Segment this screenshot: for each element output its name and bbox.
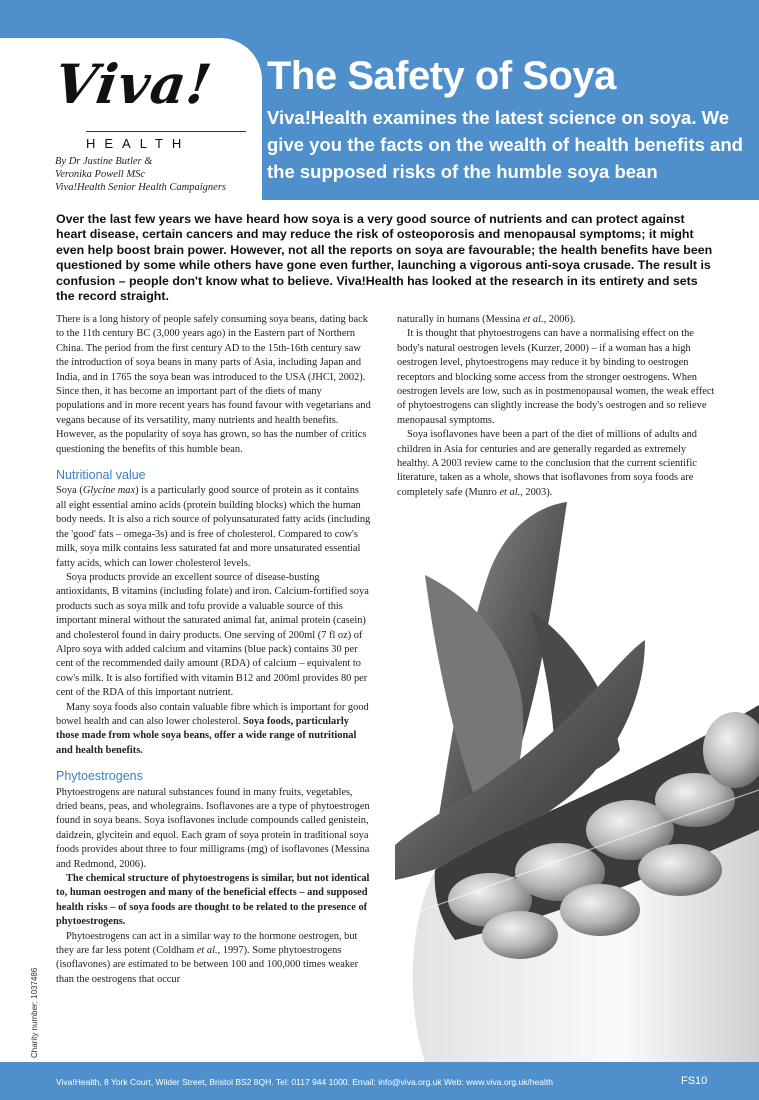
text-run: Many soya foods also contain valuable fibre which is important for good bowel health and can also lower cholesterol. [56, 701, 369, 727]
text-run: , 2003). [520, 486, 553, 498]
phyto-paragraph-3 [56, 930, 371, 988]
et-al: et al. [522, 314, 544, 325]
right-paragraph-3 [397, 428, 715, 500]
right-paragraph-1 [397, 313, 715, 327]
byline-line-3: Viva!Health Senior Health Campaigners [55, 182, 226, 193]
bean-shape [482, 911, 558, 959]
soya-beans-photo [395, 500, 759, 1062]
page-title: The Safety of Soya [267, 54, 616, 98]
logo-health-text: HEALTH [86, 136, 191, 151]
footer-address: Viva!Health, 8 York Court, Wilder Street, Bristol BS2 8QH. Tel: 0117 944 1000. Email: info@viva.org.uk Web: www.viva.org.uk/health [56, 1077, 553, 1087]
text-run: Soya isoflavones have been a part of the diet of millions of adults and children in Asia for centuries and are generally regarded as extremely healthy. A 2003 review came to the conclusion that the current scientific literature, taken as a whole, shows that isoflavones from soya foods are completely safe (Munro [397, 429, 697, 498]
nutrition-paragraph-2: Soya products provide an excellent source of disease-busting antioxidants, B vitamins (including folate) and iron. Calcium-fortified soya products such as soya milk and tofu provide a valuable source of this important mineral without the saturated animal fat, animal protein (casein) and cholesterol found in dairy products. One serving of 200ml (7 fl oz) of Alpro soya with added calcium and vitamins (blue pack) contains 30 per cent of the recommended daily amount (RDA) of calcium – equivalent to cow's milk. It is also fortified with vitamin B12 and 200ml provides 80 per cent of the RDA of this important nutrient. [56, 571, 369, 699]
charity-number: Charity number: 1037486 [30, 967, 39, 1058]
bold-text: Soya foods, particularly those made from whole soya beans, offer a wide range of nutritional and health benefits. [56, 715, 357, 756]
latin-name: Glycine max [82, 485, 136, 497]
bean-shape [638, 844, 722, 896]
phyto-paragraph-1: Phytoestrogens are natural substances found in many fruits, vegetables, dried beans, peas, and wholegrains. Isoflavones are a type of phytoestrogen found in soya beans. Soya isoflavones include compounds called genistein, daidzein, glycitein and equol. Each gram of soya protein in traditional soya foods provides about three to four milligrams (mg) of isoflavones (Messina and Redmond, 2006). [56, 786, 370, 870]
bold-text: The chemical structure of phytoestrogens is similar, but not identical to, human oestrogen and many of the beneficial effects – and supposed health risks – of soya foods are thought to be related to the presence of phytoestrogens. [56, 873, 370, 928]
right-column [397, 313, 715, 500]
et-al: et al. [499, 486, 521, 498]
footer-code: FS10 [681, 1075, 708, 1087]
nutrition-paragraph-1 [56, 484, 371, 570]
right-paragraph-2: It is thought that phytoestrogens can have a normalising effect on the body's natural oestrogen levels (Kurzer, 2000) – if a woman has a high oestrogen level, phytoestrogens may reduce it by binding to oestrogen receptors and blocking some access from the stronger oestrogens. When oestrogen levels are low, such as in postmenopausal women, the weak effect of phytoestrogens can slightly increase the body's oestrogen and so relieve menopausal symptoms. [397, 328, 715, 426]
nutrition-paragraph-3 [56, 701, 371, 759]
heading-nutritional-value: Nutritional value [56, 468, 146, 483]
text-run: Phytoestrogens can act in a similar way to the hormone oestrogen, but they are far less potent (Coldham [56, 930, 358, 957]
byline-line-1: By Dr Justine Butler & [55, 156, 153, 167]
page-subtitle: Viva!Health examines the latest science on soya. We give you the facts on the wealth of health benefits and the supposed risks of the humble soya bean [267, 107, 743, 182]
text-run: , 2006). [543, 314, 576, 325]
text-run: naturally in humans (Messina [397, 314, 523, 325]
left-column [56, 313, 371, 987]
text-run: Soya ( [56, 485, 83, 497]
viva-logo: Viva! [50, 52, 217, 116]
phyto-paragraph-2 [56, 872, 371, 930]
intro-paragraph: Over the last few years we have heard how soya is a very good source of nutrients and can protect against heart disease, certain cancers and may reduce the risk of osteoporosis and menopausal symptoms; it might even help boost brain power. However, not all the reports on soya are favourable; the health benefits have been questioned by some while others have gone even further, launching a vigorous anti-soya crusade. The result is confusion – people don't know what to believe. Viva!Health has looked at the research in its entirety and sets the record straight. [56, 212, 713, 304]
text-run: , 1997). Some phytoestrogens (isoflavones) are estimated to be between 100 and 100,000 times weaker than the oestrogens that occur [56, 945, 359, 985]
et-al: et al. [196, 945, 218, 957]
byline [55, 155, 226, 194]
heading-phytoestrogens: Phytoestrogens [56, 769, 143, 784]
text-run: ) is a particularly good source of protein as it contains all eight essential amino acids (protein building blocks) which the human body needs. It is also a rich source of polyunsaturated fatty acids (including the 'good' fats – omega-3s) and is free of cholesterol. Compared to cow's milk, soya milk contains less saturated fat and more unsaturated essential fatty acids, which can lower cholesterol levels. [56, 485, 371, 569]
history-paragraph: There is a long history of people safely consuming soya beans, dating back to the 11th century BC (3,000 years ago) in the Eastern part of Northern China. The period from the first century AD to the 15th-16th century saw the introduction of soya beans in many parts of Asia, including Japan and India, and in 1765 the soya bean was introduced to the USA (JHCI, 2002). Since then, it has become an important part of the diets of many populations and in more recent years has found favour with vegetarians and vegans because of its versatility, many nutrients and health benefits. However, as the popularity of soya has grown, so has the number of critics questioning the benefits of this humble bean. [56, 314, 371, 455]
logo-rule [86, 131, 246, 132]
byline-line-2: Veronika Powell MSc [55, 169, 146, 180]
footer-band [0, 1062, 759, 1100]
bean-shape [560, 884, 640, 936]
